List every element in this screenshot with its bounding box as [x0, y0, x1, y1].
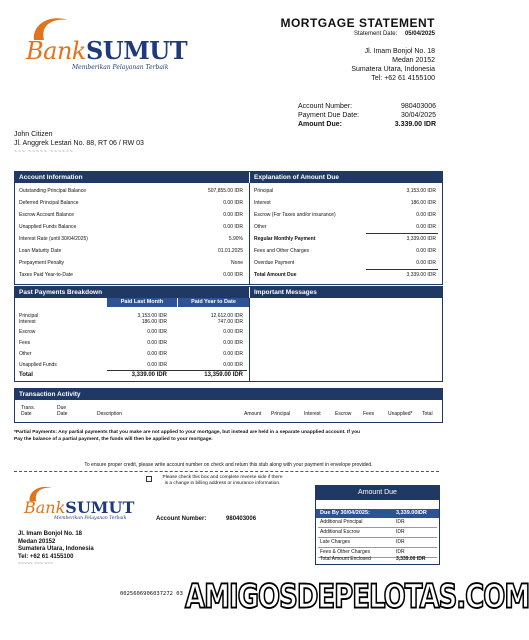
- statement-date-label: Statement Date:: [353, 31, 398, 37]
- row-ytd: 12,612.00 IDR: [210, 313, 243, 319]
- col-due: Due: [57, 405, 67, 411]
- row-ytd: 747.00 IDR: [217, 319, 243, 325]
- account-info-section: [14, 171, 443, 285]
- account-number-label: Account Number:: [298, 103, 353, 110]
- table-row: Outstanding Principal Balance 507,855.00 IDR: [19, 188, 243, 194]
- row-last: 3,153.00 IDR: [137, 313, 167, 319]
- stub-account-label: Account Number:: [156, 516, 207, 522]
- col-unapplied: Unapplied*: [388, 411, 413, 417]
- statement-date: [354, 31, 435, 39]
- stub-amount-due-box: [315, 485, 440, 565]
- table-row: Escrow (For Taxes and/or insurance) 0.00 IDR: [254, 212, 436, 218]
- account-number-value: 980403006: [400, 103, 436, 110]
- explanation-header: Explanation of Amount Due: [250, 172, 442, 183]
- sumut-word: SUMUT: [85, 36, 188, 65]
- row-label: Interest: [19, 319, 36, 325]
- stub-address-line: Sumatera Utara, Indonesia: [18, 546, 94, 552]
- row-last: 0.00 IDR: [147, 351, 167, 357]
- row-last: 186.00 IDR: [141, 319, 167, 325]
- sumut-word: SUMUT: [65, 498, 135, 517]
- account-summary: [298, 102, 436, 129]
- tear-line: [14, 471, 439, 472]
- col-amount: Amount: [244, 411, 262, 417]
- row-last: 0.00 IDR: [147, 362, 167, 368]
- stub-total-enclosed: [316, 556, 439, 564]
- row-last: 0.00 IDR: [147, 340, 167, 346]
- stub-amount-due-header: Amount Due: [316, 486, 439, 500]
- col-paid-ytd: Paid Year to Date: [178, 298, 249, 307]
- table-row: Unapplied Funds Balance 0.00 IDR: [19, 224, 243, 230]
- col-trans-date: Date: [21, 411, 32, 418]
- table-row: Overdue Payment 0.00 IDR: [254, 260, 436, 266]
- table-row: Taxes Paid Year-to-Date 0.00 IDR: [19, 272, 243, 278]
- transaction-activity-header: Transaction Activity: [15, 389, 442, 400]
- table-row: Loan Maturity Date 01.01.2025: [19, 248, 243, 254]
- stub-row-label: Late Charges: [320, 539, 351, 545]
- table-row: Other 0.00 IDR: [254, 224, 436, 230]
- partial-note-line: Pay the balance of a partial payment, the funds will then be applied to your mortgage.: [14, 436, 213, 442]
- stub-bank-address: [18, 531, 94, 569]
- address-change-note: [150, 475, 295, 487]
- stub-row-label: Additional Escrow: [320, 529, 360, 535]
- row-label: Principal: [19, 313, 39, 319]
- total-last: 3,339.00 IDR: [131, 372, 167, 378]
- micr-line: 0025606906037272 03: [120, 591, 183, 597]
- col-fees: Fees: [363, 411, 375, 417]
- table-row: Regular Monthly Payment 3,339.00 IDR: [254, 236, 436, 242]
- important-messages-header: Important Messages: [250, 287, 442, 298]
- stub-row-value: IDR: [396, 529, 405, 535]
- total-enclosed-value: 3,339.00 IDR: [396, 556, 426, 562]
- stub-bank-logo: [24, 484, 134, 528]
- row-label: Fees: [19, 340, 31, 346]
- table-row: Principal 3,153.00 IDR: [254, 188, 436, 194]
- row-label: Other: [19, 351, 32, 357]
- stub-row-label: Additional Principal: [320, 519, 363, 525]
- due-date-label: Payment Due Date:: [298, 112, 360, 119]
- col-paid-last-month: Paid Last Month: [107, 298, 177, 307]
- bank-address: [351, 47, 435, 83]
- table-row: Deferred Principal Balance 0.00 IDR: [19, 200, 243, 206]
- col-interest: Interest: [304, 411, 321, 417]
- total-enclosed-label: Total Amount Enclosed: [320, 556, 371, 562]
- row-ytd: 0.00 IDR: [223, 351, 243, 357]
- stub-bank-tagline: Memberikan Pelayanan Terbaik: [54, 516, 127, 521]
- row-last: 0.00 IDR: [147, 329, 167, 335]
- due-date-value: 30/04/2025: [400, 112, 436, 119]
- col-description: Description: [97, 411, 123, 417]
- transaction-columns: [15, 405, 442, 421]
- customer-block: [14, 130, 144, 157]
- total-label: Total: [19, 372, 33, 378]
- row-label: Escrow: [19, 329, 36, 335]
- amount-due-label: Amount Due:: [298, 121, 342, 128]
- bank-address-line: Tel: +62 61 4155100: [371, 75, 435, 82]
- table-row: Interest Rate (until 30/04/2025) 5.90%: [19, 236, 243, 242]
- row-label: Unapplied Funds: [19, 362, 57, 368]
- bank-address-line: Medan 20152: [392, 57, 435, 64]
- customer-name: John Citizen: [14, 131, 53, 138]
- stub-instructions: To ensure proper credit, please write account number on check and return this stub along with your payment in envelope provided.: [84, 462, 373, 468]
- col-due-date: Date: [57, 411, 68, 418]
- row-ytd: 0.00 IDR: [223, 362, 243, 368]
- explanation-rows: [250, 185, 442, 285]
- stub-row-value: IDR: [396, 519, 405, 525]
- due-by-label: Due By 30/04/2025:: [320, 510, 370, 516]
- row-ytd: 0.00 IDR: [223, 329, 243, 335]
- bank-address-line: Jl. Imam Bonjol No. 18: [364, 48, 435, 55]
- account-info-header: Account Information: [15, 172, 249, 183]
- table-row: Escrow Account Balance 0.00 IDR: [19, 212, 243, 218]
- stub-account-number: [156, 516, 256, 522]
- past-payments-total: [15, 372, 249, 381]
- past-payments-rows: [15, 313, 249, 377]
- amount-due-value: 3.339.00 IDR: [394, 121, 436, 128]
- customer-address: Jl. Anggrek Lestari No. 88, RT 06 / RW 03: [14, 140, 144, 147]
- transaction-activity-section: [14, 388, 443, 423]
- account-info-rows: [15, 185, 249, 285]
- past-payments-header: Past Payments Breakdown: [15, 287, 249, 298]
- stub-row-value: IDR: [396, 539, 405, 545]
- row-ytd: 0.00 IDR: [223, 340, 243, 346]
- stub-address-line: Medan 20152: [18, 538, 56, 545]
- stub-address-line: Jl. Imam Bonjol No. 18: [18, 531, 83, 537]
- stub-account-value: 980403006: [226, 516, 257, 522]
- stub-scribble: ~~~~~ ~~~ ~~~: [18, 561, 53, 567]
- bank-address-line: Sumatera Utara, Indonesia: [351, 66, 435, 73]
- bank-logo: [26, 14, 186, 78]
- partial-note-line: *Partial Payments: Any partial payments that you make are not applied to your mortgage, but instead are held in a separate unapplied account. If you: [14, 430, 361, 435]
- stub-due-by-row: [316, 509, 439, 518]
- stub-row-label: Fees & Other Charges: [320, 549, 371, 555]
- bank-word: Bank: [24, 498, 66, 517]
- checkbox-text-line: Please check this box and complete reverse side if there: [162, 475, 283, 480]
- table-row: Total Amount Due 3,339.00 IDR: [254, 272, 436, 278]
- col-total: Total: [422, 411, 433, 417]
- table-row: Prepayment Penalty None: [19, 260, 243, 266]
- customer-address-scribble: ~~~ ~~~~~ ~~~~~~: [14, 149, 74, 155]
- table-row: Fees and Other Charges 0.00 IDR: [254, 248, 436, 254]
- table-row: Interest 186.00 IDR: [254, 200, 436, 206]
- past-payments-section: [14, 286, 443, 382]
- col-escrow: Escrow: [335, 411, 352, 417]
- statement-title: MORTGAGE STATEMENT: [280, 16, 435, 30]
- bank-word: Bank: [26, 37, 86, 65]
- col-trans: Trans.: [21, 405, 35, 411]
- watermark: AMIGOSDEPELOTAS.COM: [185, 578, 529, 616]
- checkbox-text-line: is a change in billing address or insurance information.: [164, 481, 281, 486]
- bank-tagline: Memberikan Pelayanan Terbaik: [72, 64, 169, 71]
- col-principal: Principal: [271, 411, 291, 417]
- due-by-value: 3,339.00IDR: [396, 510, 427, 516]
- partial-payment-note: [14, 430, 443, 443]
- statement-date-value: 05/04/2025: [404, 31, 435, 37]
- stub-row-value: IDR: [396, 549, 405, 555]
- stub-address-line: Tel: +62 61 4155100: [18, 553, 74, 560]
- total-ytd: 13,359.00 IDR: [204, 372, 243, 378]
